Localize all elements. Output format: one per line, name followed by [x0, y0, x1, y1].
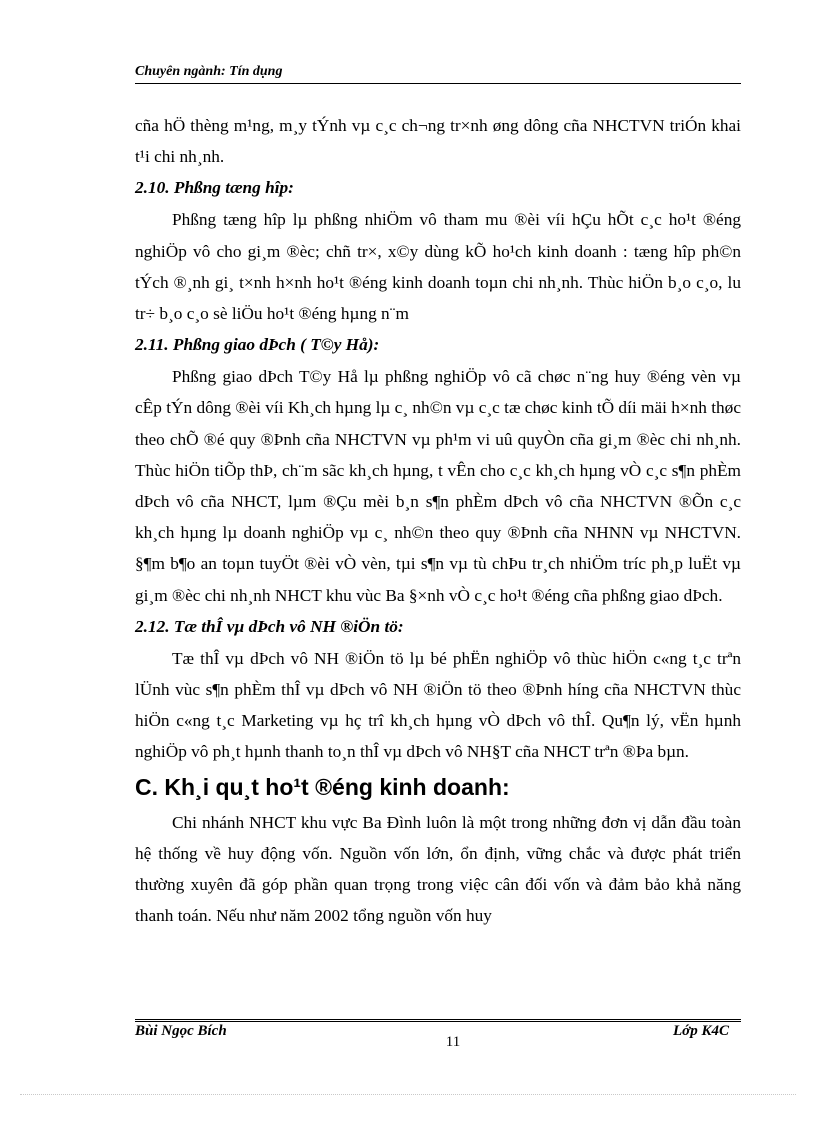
paragraph-business-overview: Chi nhánh NHCT khu vực Ba Đình luôn là một trong những đơn vị dẫn đầu toàn hệ thống về huy động vốn. Nguồn vốn lớn, ổn định, vững chắc và được phát triển thường xuyên đã góp phần quan trọng trong việc cân đối vốn và đảm bảo khả năng thanh toán. Nếu như năm 2002 tổng nguồn vốn huy: [135, 812, 741, 926]
footer-class: Lớp K4C: [673, 1023, 729, 1039]
running-header: Chuyên ngành: Tín dụng: [135, 64, 283, 79]
footer-author: Bùi Ngọc Bích: [135, 1023, 227, 1039]
page-edge-divider: [20, 1094, 796, 1095]
paragraph-network: cña hÖ thèng m¹ng, m¸y tÝnh vµ c¸c ch¬ng tr×nh øng dông cña NHCTVN triÓn khai t¹i chi nh¸nh.: [135, 116, 741, 167]
paragraph-transaction-office: Phßng giao dÞch T©y Hå lµ phßng nghiÖp vô cã chøc n¨ng huy ®éng vèn vµ cÊp tÝn dông ®èi víi Kh¸ch hµng lµ c¸ nh©n vµ c¸c tæ chøc kinh tÕ díi mäi h×nh thøc theo chÕ ®é quy ®Þnh cña NHCTVN vµ ph¹m vi uû quyÒn cña gi¸m ®èc chi nh¸nh. Thùc hiÖn tiÕp thÞ, ch¨m sãc kh¸ch hµng, t vÊn cho c¸c kh¸ch hµng vÒ c¸c s¶n phÈm dÞch vô cña NHCT, lµm ®Çu mèi b¸n s¶n phÈm dÞch vô cña NHCTVN ®Õn c¸c kh¸ch hµng lµ doanh nghiÖp vµ c¸ nh©n theo quy ®Þnh cña NHNN vµ NHCTVN. §¶m b¶o an toµn tuyÖt ®èi vÒ vèn, tµi s¶n vµ tù chÞu tr¸ch nhiÖm tríc ph¸p luËt vµ gi¸m ®èc chi nh¸nh NHCT khu vùc Ba §×nh vÒ c¸c ho¹t ®éng cña phßng giao dÞch.: [135, 367, 741, 605]
paragraph-card-services: Tæ thÎ vµ dÞch vô NH ®iÖn tö lµ bé phËn nghiÖp vô thùc hiÖn c«ng t¸c trªn lÜnh vùc s¶n phÈm thÎ vµ dÞch vô NH ®iÖn tö theo ®Þnh híng cña NHCTVN thùc hiÖn c«ng t¸c Marketing vµ hç trî kh¸ch hµng vÒ dÞch vô thÎ. Qu¶n lý, vËn hµnh nghiÖp vô ph¸t hµnh thanh to¸n thÎ vµ dÞch vô NH§T cña NHCT trªn ®Þa bµn.: [135, 648, 741, 762]
footer-rule: [135, 1019, 741, 1022]
page-number: 11: [445, 1034, 461, 1050]
header-rule: [135, 83, 741, 84]
page-body: [135, 110, 741, 931]
paragraph-general-dept: Phßng tæng hîp lµ phßng nhiÖm vô tham mu ®èi víi hÇu hÕt c¸c ho¹t ®éng nghiÖp vô cho gi¸m ®èc; chñ tr×, x©y dùng kÕ ho¹ch kinh doanh : tæng hîp ph©n tÝch ®¸nh gi¸ t×nh h×nh ho¹t ®éng kinh doanh toµn chi nh¸nh. Thùc hiÖn b¸o c¸o, lu tr÷ b¸o c¸o sè liÖu ho¹t ®éng hµng n¨m: [135, 210, 741, 324]
heading-2-12: 2.12. Tæ thÎ vµ dÞch vô NH ®iÖn tö:: [135, 616, 404, 636]
heading-2-10: 2.10. Phßng tæng hîp:: [135, 178, 294, 198]
heading-2-11: 2.11. Phßng giao dÞch ( T©y Hå):: [135, 335, 380, 355]
heading-section-c: C. Kh¸i qu¸t ho¹t ®éng kinh doanh:: [135, 773, 510, 800]
